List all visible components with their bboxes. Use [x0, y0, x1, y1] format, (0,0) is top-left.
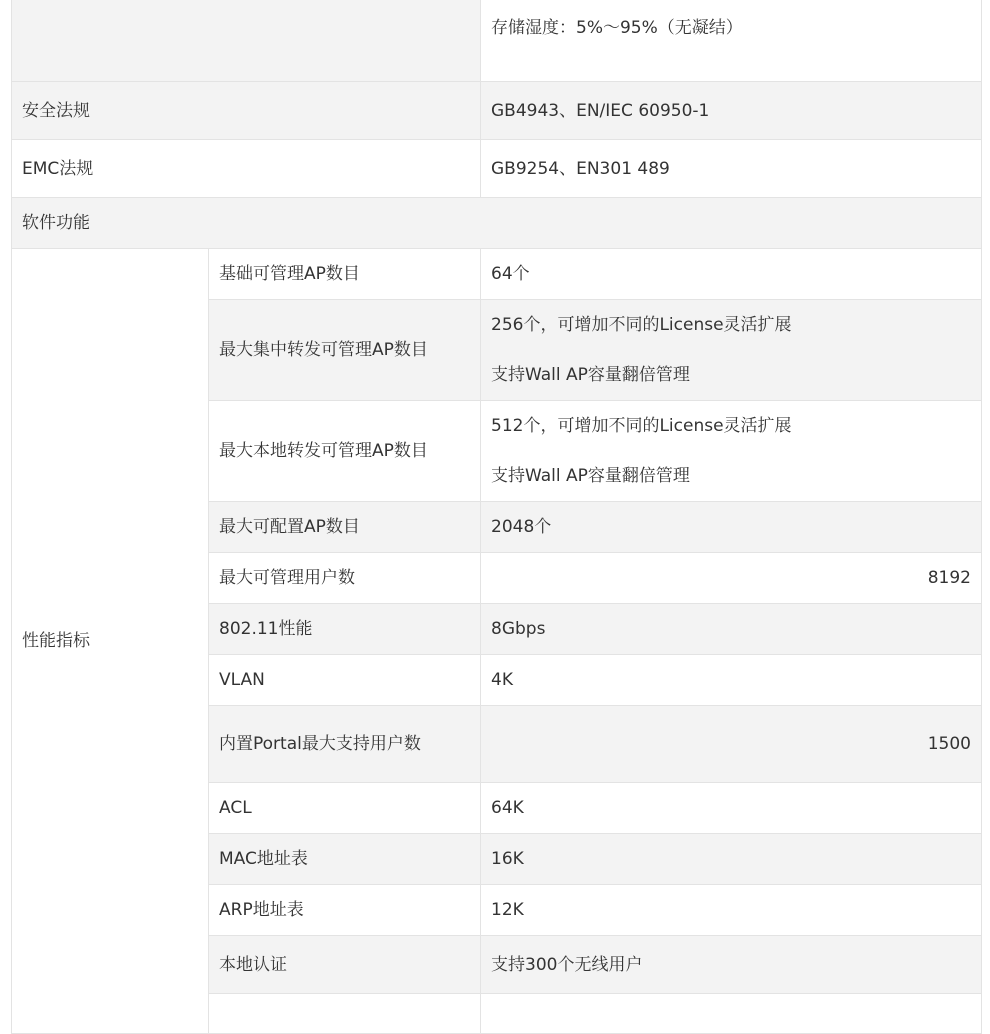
perf-item-value — [481, 300, 982, 401]
section-header-row — [12, 198, 982, 249]
perf-item-value: 支持300个无线用户 — [481, 936, 982, 994]
perf-item-name: 最大可管理用户数 — [209, 553, 481, 604]
table-cell-empty — [12, 0, 481, 82]
perf-item-name: 最大本地转发可管理AP数目 — [209, 401, 481, 502]
regulation-name: 安全法规 — [12, 82, 481, 140]
perf-item-value-line: 512个，可增加不同的License灵活扩展 — [491, 416, 792, 436]
perf-item-name: MAC地址表 — [209, 834, 481, 885]
perf-item-value: 12K — [481, 885, 982, 936]
table-row — [12, 140, 982, 198]
perf-item-value: 1500 — [481, 706, 982, 783]
regulation-value: GB4943、EN/IEC 60950-1 — [481, 82, 982, 140]
perf-item-value: 64K — [481, 783, 982, 834]
perf-item-value — [481, 401, 982, 502]
spec-table — [11, 0, 982, 1034]
performance-label: 性能指标 — [12, 249, 209, 1034]
perf-item-name: 基础可管理AP数目 — [209, 249, 481, 300]
table-row — [12, 249, 982, 300]
perf-item-name: ACL — [209, 783, 481, 834]
regulation-value: GB9254、EN301 489 — [481, 140, 982, 198]
perf-item-value: 16K — [481, 834, 982, 885]
perf-item-name: 最大可配置AP数目 — [209, 502, 481, 553]
perf-item-value-line: 256个，可增加不同的License灵活扩展 — [491, 315, 792, 335]
perf-item-value-line: 支持Wall AP容量翻倍管理 — [491, 365, 690, 385]
perf-item-name: VLAN — [209, 655, 481, 706]
perf-item-name: 内置Portal最大支持用户数 — [209, 706, 481, 783]
perf-item-value-line: 支持Wall AP容量翻倍管理 — [491, 466, 690, 486]
perf-item-name: 本地认证 — [209, 936, 481, 994]
regulation-name: EMC法规 — [12, 140, 481, 198]
table-row — [12, 0, 982, 82]
perf-item-value: 8192 — [481, 553, 982, 604]
perf-item-value: 64个 — [481, 249, 982, 300]
perf-item-name: ARP地址表 — [209, 885, 481, 936]
storage-humidity-value: 存储湿度：5%～95%（无凝结） — [481, 0, 982, 82]
table-row — [12, 82, 982, 140]
perf-item-value: 4K — [481, 655, 982, 706]
perf-item-name: 最大集中转发可管理AP数目 — [209, 300, 481, 401]
perf-item-value: 2048个 — [481, 502, 982, 553]
perf-item-name: 802.11性能 — [209, 604, 481, 655]
perf-item-value: 8Gbps — [481, 604, 982, 655]
section-title: 软件功能 — [12, 198, 982, 249]
